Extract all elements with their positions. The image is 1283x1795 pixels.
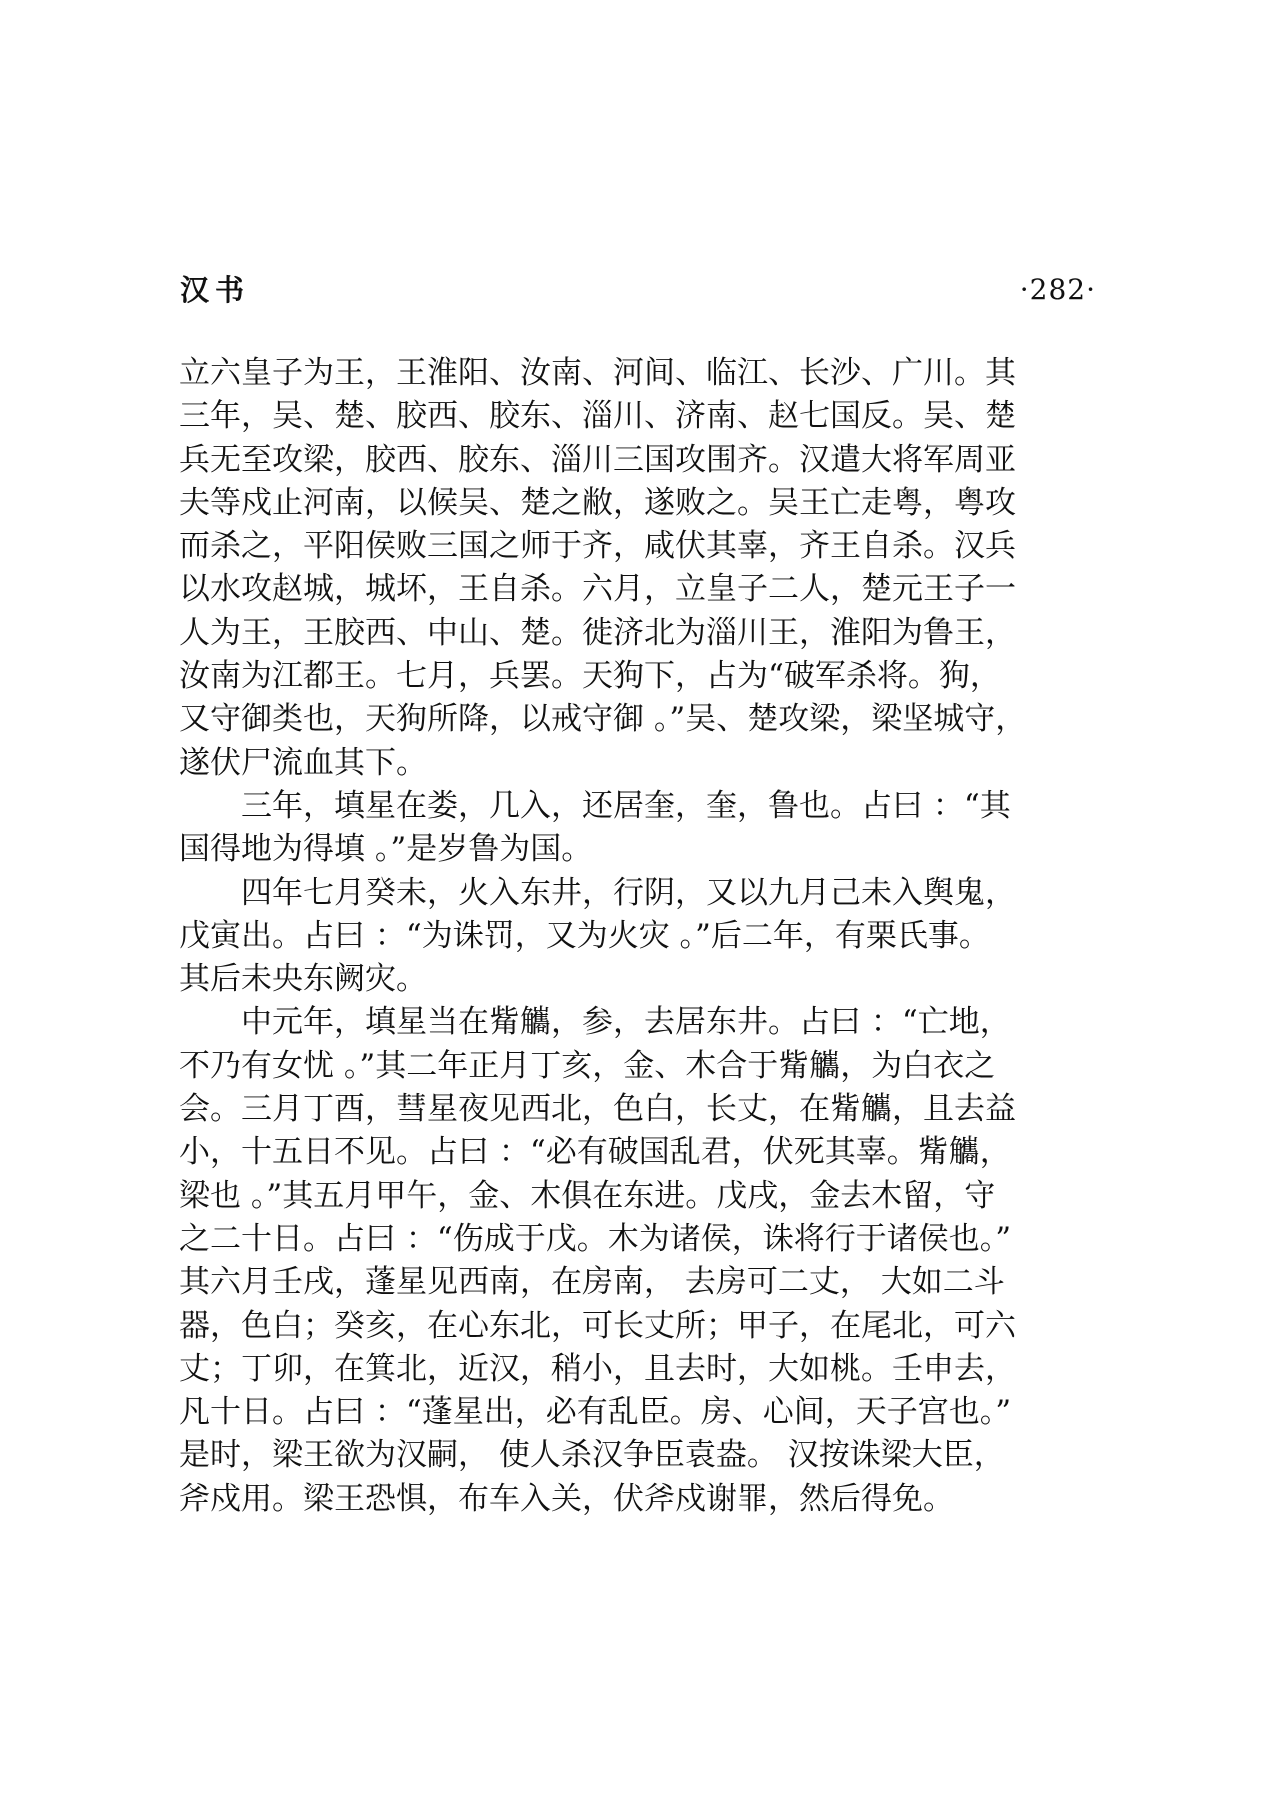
- text-line: 中元年，填星当在觜觿，参，去居东井。占曰 ：“亡地，: [241, 1004, 1011, 1041]
- text-line: 汝南为江都王。七月，兵罢。天狗下，占为“破军杀将。狗，: [179, 658, 1001, 695]
- text-line: 又守御类也，天狗所降，以戒守御 。”吴、楚攻梁，梁坚城守，: [179, 701, 1027, 738]
- text-line: 器，色白；癸亥，在心东北，可长丈所；甲子，在尾北，可六: [179, 1307, 1016, 1344]
- body-text: [179, 352, 1079, 1521]
- text-line: 斧戍用。梁王恐惧，布车入关，伏斧戍谢罪，然后得免。: [179, 1480, 954, 1517]
- text-line: 梁也 。”其五月甲午，金、木俱在东进。戊戌，金去木留，守: [179, 1177, 996, 1214]
- text-line: 国得地为得填 。”是岁鲁为国。: [179, 831, 593, 868]
- text-line: 四年七月癸未，火入东井，行阴，又以九月己未入舆鬼，: [241, 874, 1016, 911]
- text-line: 以水攻赵城，城坏，王自杀。六月，立皇子二人，楚元王子一: [179, 571, 1016, 608]
- text-line: 而杀之，平阳侯败三国之师于齐，咸伏其辜，齐王自杀。汉兵: [179, 528, 1016, 565]
- text-line: 凡十日。占曰 ：“蓬星出，必有乱臣。房、心间，天子宫也。”: [179, 1394, 1012, 1431]
- page-number: ·282·: [1019, 273, 1096, 306]
- text-line: 会。三月丁酉，彗星夜见西北，色白，长丈，在觜觿，且去益: [179, 1091, 1016, 1128]
- text-line: 戊寅出。占曰 ：“为诛罚，又为火灾 。”后二年，有栗氏事。: [179, 917, 990, 954]
- text-line: 遂伏尸流血其下。: [179, 744, 427, 781]
- text-line: 其六月壬戌，蓬星见西南，在房南， 去房可二丈， 大如二斗: [179, 1264, 1005, 1301]
- text-line: 三年，吴、楚、胶西、胶东、淄川、济南、赵七国反。吴、楚: [179, 398, 1016, 435]
- text-line: 小，十五日不见。占曰 ：“必有破国乱君，伏死其辜。觜觿，: [179, 1134, 1011, 1171]
- text-line: 兵无至攻梁，胶西、胶东、淄川三国攻围齐。汉遣大将军周亚: [179, 441, 1016, 478]
- running-header: [180, 268, 1096, 312]
- text-line: 人为王，王胶西、中山、楚。徙济北为淄川王，淮阳为鲁王，: [179, 614, 1016, 651]
- book-title: 汉书: [180, 273, 251, 307]
- text-line: 是时，梁王欲为汉嗣， 使人杀汉争臣袁盎。 汉按诛梁大臣，: [179, 1437, 1005, 1474]
- text-line: 不乃有女忧 。”其二年正月丁亥，金、木合于觜觿，为白衣之: [179, 1047, 996, 1084]
- text-line: 三年，填星在娄，几入，还居奎，奎，鲁也。占曰 ：“其: [241, 787, 1011, 824]
- text-line: 之二十日。占曰 ：“伤成于戊。木为诸侯，诛将行于诸侯也。”: [179, 1220, 1012, 1257]
- text-line: 丈；丁卯，在箕北，近汉，稍小，且去时，大如桃。壬申去，: [179, 1350, 1016, 1387]
- text-line: 立六皇子为王，王淮阳、汝南、河间、临江、长沙、广川。其: [179, 355, 1016, 391]
- text-line: 其后未央东阙灾。: [179, 961, 427, 998]
- text-line: 夫等戍止河南，以候吴、楚之敝，遂败之。吴王亡走粤，粤攻: [179, 484, 1016, 521]
